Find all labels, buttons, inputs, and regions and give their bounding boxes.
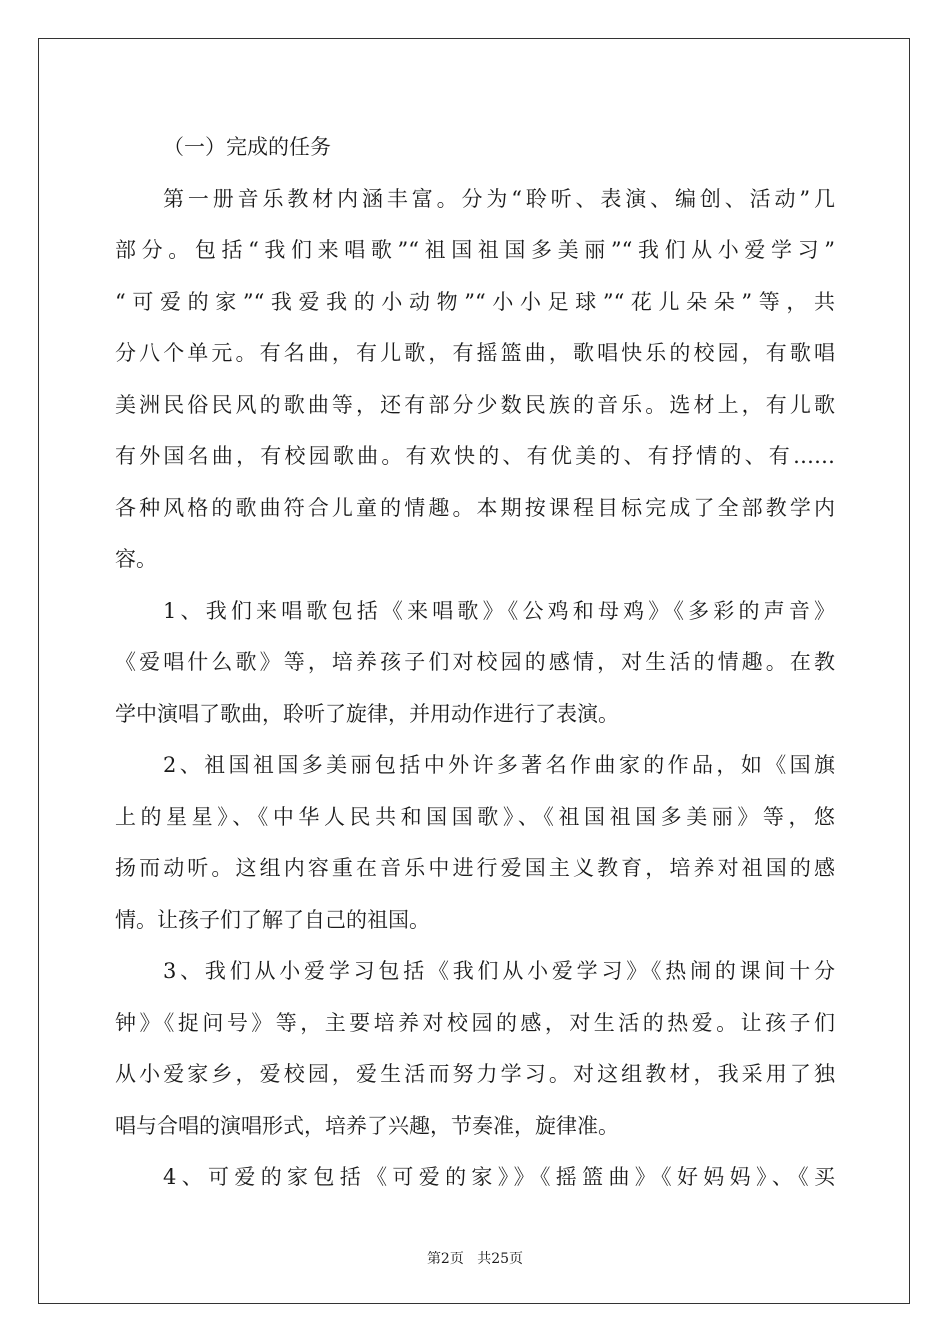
- text-line: 1、我们来唱歌包括《来唱歌》《公鸡和母鸡》《多彩的声音》: [163, 598, 835, 623]
- text-line: 扬而动听。这组内容重在音乐中进行爱国主义教育，培养对祖国的感: [115, 856, 835, 880]
- text-line: “可爱的家”“我爱我的小动物”“小小足球”“花儿朵朵”等，共: [115, 289, 835, 314]
- text-line: （一）完成的任务: [163, 135, 331, 159]
- text-line: 4、可爱的家包括《可爱的家》》《摇篮曲》《好妈妈》、《买: [163, 1165, 835, 1189]
- text-line: 《爱唱什么歌》等，培养孩子们对校园的感情，对生活的情趣。在教: [115, 650, 835, 674]
- text-line: 情。让孩子们了解了自己的祖国。: [115, 907, 430, 932]
- total-page-count: 共25页: [477, 1251, 524, 1267]
- text-line: 部分。包括“我们来唱歌”“祖国祖国多美丽”“我们从小爱学习”: [115, 238, 835, 262]
- text-line: 唱与合唱的演唱形式，培养了兴趣，节奏准，旋律准。: [115, 1113, 619, 1138]
- text-line: 从小爱家乡，爱校园，爱生活而努力学习。对这组教材，我采用了独: [115, 1062, 835, 1086]
- text-line: 各种风格的歌曲符合儿童的情趣。本期按课程目标完成了全部教学内: [115, 495, 835, 520]
- text-line: 3、我们从小爱学习包括《我们从小爱学习》《热闹的课间十分: [163, 959, 835, 983]
- text-line: 钟》《捉问号》等，主要培养对校园的感，对生活的热爱。让孩子们: [115, 1010, 835, 1035]
- text-line: 学中演唱了歌曲，聆听了旋律，并用动作进行了表演。: [115, 701, 619, 726]
- text-line: 有外国名曲，有校园歌曲。有欢快的、有优美的、有抒情的、有……: [115, 444, 835, 468]
- page-footer: [0, 1248, 950, 1268]
- document-body: [115, 128, 835, 1210]
- current-page-number: 第2页: [426, 1251, 464, 1267]
- text-line: 第一册音乐教材内涵丰富。分为“聆听、表演、编创、活动”几: [163, 186, 835, 211]
- text-line: 2、祖国祖国多美丽包括中外许多著名作曲家的作品，如《国旗: [163, 753, 835, 777]
- text-line: 分八个单元。有名曲，有儿歌，有摇篮曲，歌唱快乐的校园，有歌唱: [115, 341, 835, 365]
- text-line: 容。: [115, 547, 157, 571]
- text-line: 美洲民俗民风的歌曲等，还有部分少数民族的音乐。选材上，有儿歌: [115, 392, 835, 417]
- text-line: 上的星星》、《中华人民共和国国歌》、《祖国祖国多美丽》等，悠: [115, 804, 835, 829]
